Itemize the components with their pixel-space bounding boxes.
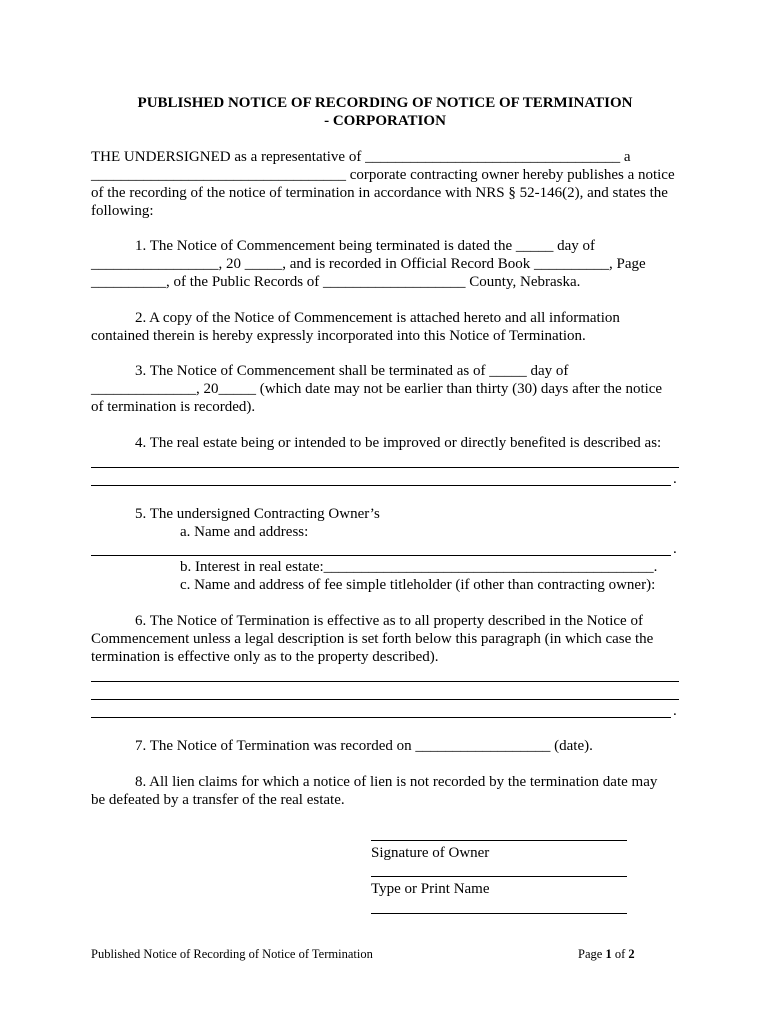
para-5-item-b: b. Interest in real estate:____________________________________________. <box>180 559 658 575</box>
intro-line-3: of the recording of the notice of termination in accordance with NRS § 52-146(2), and states the <box>91 185 668 201</box>
footer-document-title: Published Notice of Recording of Notice of Termination <box>91 947 373 961</box>
period-mark: . <box>673 471 677 487</box>
real-estate-blank-line-1 <box>91 467 679 468</box>
real-estate-blank-line-2 <box>91 485 671 486</box>
para-6-line-2: Commencement unless a legal description is set forth below this paragraph (in which case the <box>91 631 654 647</box>
total-pages: 2 <box>628 947 635 961</box>
para-6-line-1: 6. The Notice of Termination is effective as to all property described in the Notice of <box>135 613 643 629</box>
para-3-line-2: ______________, 20_____ (which date may not be earlier than thirty (30) days after the notice <box>91 381 663 397</box>
legal-description-blank-line-3 <box>91 717 671 718</box>
para-4-line-1: 4. The real estate being or intended to be improved or directly benefited is described as: <box>135 435 662 451</box>
extra-signature-line <box>371 913 627 914</box>
para-8-line-2: be defeated by a transfer of the real estate. <box>91 792 345 808</box>
intro-line-4: following: <box>91 203 154 219</box>
intro-line-2: __________________________________ corporate contracting owner hereby publishes a notice <box>91 167 675 183</box>
current-page: 1 <box>605 947 612 961</box>
name-address-blank-line <box>91 555 671 556</box>
print-name-line <box>371 876 627 877</box>
period-mark: . <box>673 541 677 557</box>
legal-description-blank-line-1 <box>91 681 679 682</box>
para-8-line-1: 8. All lien claims for which a notice of lien is not recorded by the termination date may <box>135 774 658 790</box>
para-5-line-1: 5. The undersigned Contracting Owner’s <box>135 506 380 522</box>
document-title-line-2: - CORPORATION <box>324 113 446 129</box>
para-5-item-c: c. Name and address of fee simple titleholder (if other than contracting owner): <box>180 577 656 593</box>
para-6-line-3: termination is effective only as to the property described). <box>91 649 439 665</box>
para-1-line-1: 1. The Notice of Commencement being terminated is dated the _____ day of <box>135 238 596 254</box>
type-or-print-name-label: Type or Print Name <box>371 881 490 897</box>
signature-of-owner-label: Signature of Owner <box>371 845 490 861</box>
para-3-line-1: 3. The Notice of Commencement shall be terminated as of _____ day of <box>135 363 569 379</box>
para-7-line-1: 7. The Notice of Termination was recorded on __________________ (date). <box>135 738 593 754</box>
para-5-item-a: a. Name and address: <box>180 524 309 540</box>
period-mark: . <box>673 703 677 719</box>
intro-line-1: THE UNDERSIGNED as a representative of __________________________________ a <box>91 149 631 165</box>
para-3-line-3: of termination is recorded). <box>91 399 256 415</box>
signature-line <box>371 840 627 841</box>
document-title-line-1: PUBLISHED NOTICE OF RECORDING OF NOTICE OF TERMINATION <box>137 95 633 111</box>
footer-page-number <box>578 945 635 963</box>
legal-description-blank-line-2 <box>91 699 679 700</box>
para-1-line-2: _________________, 20 _____, and is recorded in Official Record Book __________, Page <box>91 256 646 272</box>
para-2-line-2: contained therein is hereby expressly incorporated into this Notice of Termination. <box>91 328 586 344</box>
para-1-line-3: __________, of the Public Records of ___________________ County, Nebraska. <box>91 274 581 290</box>
para-2-line-1: 2. A copy of the Notice of Commencement is attached hereto and all information <box>135 310 620 326</box>
page-prefix: Page <box>578 947 606 961</box>
page-of: of <box>611 947 629 961</box>
